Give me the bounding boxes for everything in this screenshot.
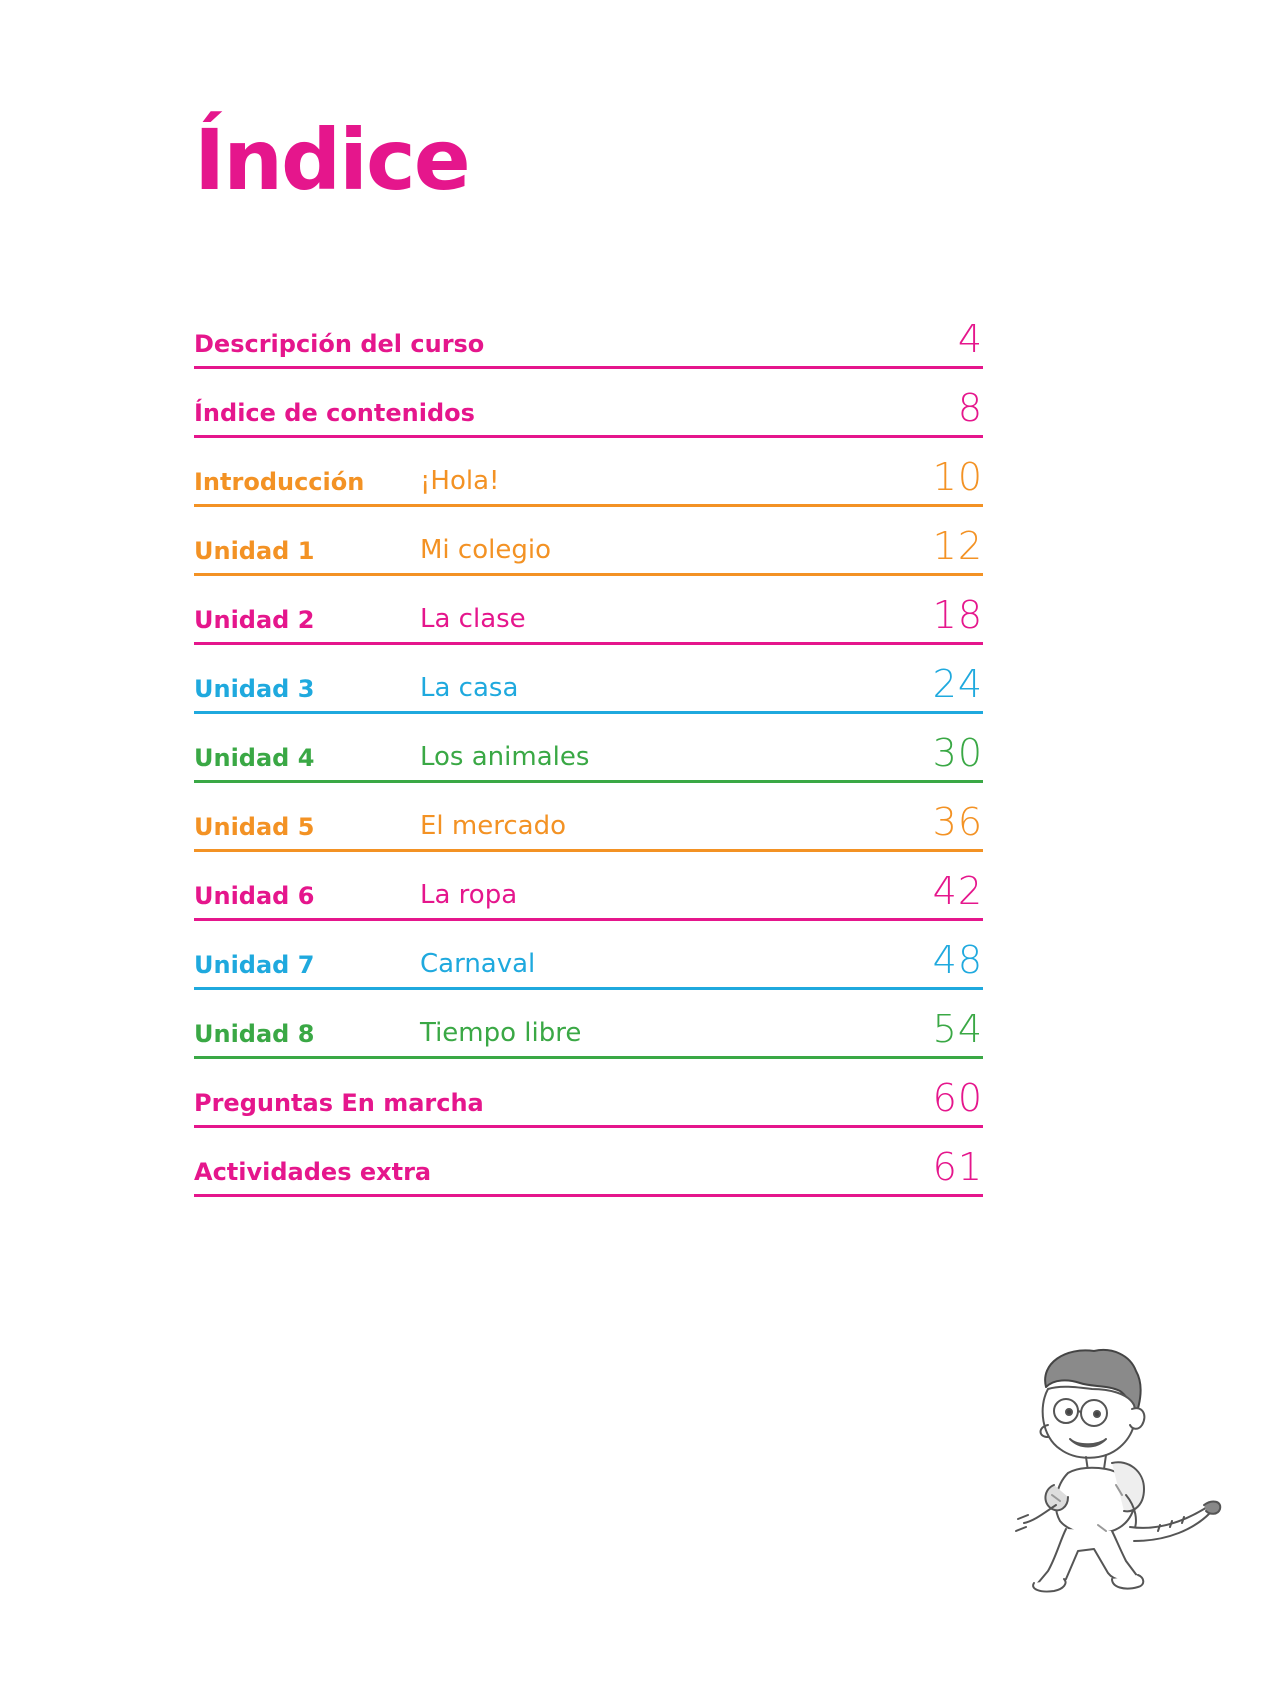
toc-entry-label: Introducción bbox=[194, 468, 365, 496]
toc-entry[interactable] bbox=[194, 1059, 983, 1128]
toc-entry-subtitle: Los animales bbox=[420, 742, 590, 772]
toc-entry-subtitle: La clase bbox=[420, 604, 526, 634]
toc-entry-page: 42 bbox=[932, 869, 983, 913]
toc-entry-label: Índice de contenidos bbox=[194, 399, 475, 427]
toc-entry-label: Unidad 7 bbox=[194, 951, 315, 979]
toc-entry[interactable] bbox=[194, 576, 983, 645]
toc-entry[interactable] bbox=[194, 783, 983, 852]
toc-entry-page: 30 bbox=[932, 731, 983, 775]
toc-entry[interactable] bbox=[194, 507, 983, 576]
toc-entry[interactable] bbox=[194, 300, 983, 369]
toc-entry-page: 24 bbox=[932, 662, 983, 706]
toc-entry[interactable] bbox=[194, 714, 983, 783]
toc-entry-subtitle: La casa bbox=[420, 673, 519, 703]
toc-entry-page: 18 bbox=[932, 593, 983, 637]
toc-entry-label: Unidad 6 bbox=[194, 882, 315, 910]
toc-entry-page: 8 bbox=[957, 386, 983, 430]
cartoon-boy-with-glasses-and-tail-icon bbox=[1008, 1345, 1226, 1595]
toc-entry[interactable] bbox=[194, 852, 983, 921]
toc-entry-page: 54 bbox=[932, 1007, 983, 1051]
toc-entry[interactable] bbox=[194, 369, 983, 438]
toc-entry-page: 4 bbox=[957, 317, 983, 361]
toc-entry-label: Unidad 8 bbox=[194, 1020, 315, 1048]
toc-entry-label: Preguntas En marcha bbox=[194, 1089, 484, 1117]
toc-entry[interactable] bbox=[194, 1128, 983, 1197]
toc-entry-subtitle: Tiempo libre bbox=[420, 1018, 582, 1048]
toc-entry-page: 61 bbox=[932, 1145, 983, 1189]
toc-entry-subtitle: La ropa bbox=[420, 880, 518, 910]
toc-entry-page: 48 bbox=[932, 938, 983, 982]
toc-entry-label: Descripción del curso bbox=[194, 330, 485, 358]
toc-entry-label: Actividades extra bbox=[194, 1158, 432, 1186]
toc-entry[interactable] bbox=[194, 645, 983, 714]
table-of-contents bbox=[194, 300, 983, 1197]
toc-entry-label: Unidad 3 bbox=[194, 675, 315, 703]
toc-entry-label: Unidad 5 bbox=[194, 813, 315, 841]
toc-entry-subtitle: Carnaval bbox=[420, 949, 536, 979]
toc-entry[interactable] bbox=[194, 921, 983, 990]
page-title: Índice bbox=[194, 111, 469, 209]
toc-entry-subtitle: El mercado bbox=[420, 811, 566, 841]
toc-entry-label: Unidad 1 bbox=[194, 537, 315, 565]
toc-entry-page: 10 bbox=[932, 455, 983, 499]
toc-entry-subtitle: ¡Hola! bbox=[420, 466, 500, 496]
toc-entry-page: 12 bbox=[932, 524, 983, 568]
toc-entry-page: 36 bbox=[932, 800, 983, 844]
toc-entry[interactable] bbox=[194, 438, 983, 507]
toc-entry-label: Unidad 2 bbox=[194, 606, 315, 634]
toc-entry-subtitle: Mi colegio bbox=[420, 535, 551, 565]
toc-entry-page: 60 bbox=[932, 1076, 983, 1120]
toc-entry[interactable] bbox=[194, 990, 983, 1059]
toc-entry-label: Unidad 4 bbox=[194, 744, 315, 772]
